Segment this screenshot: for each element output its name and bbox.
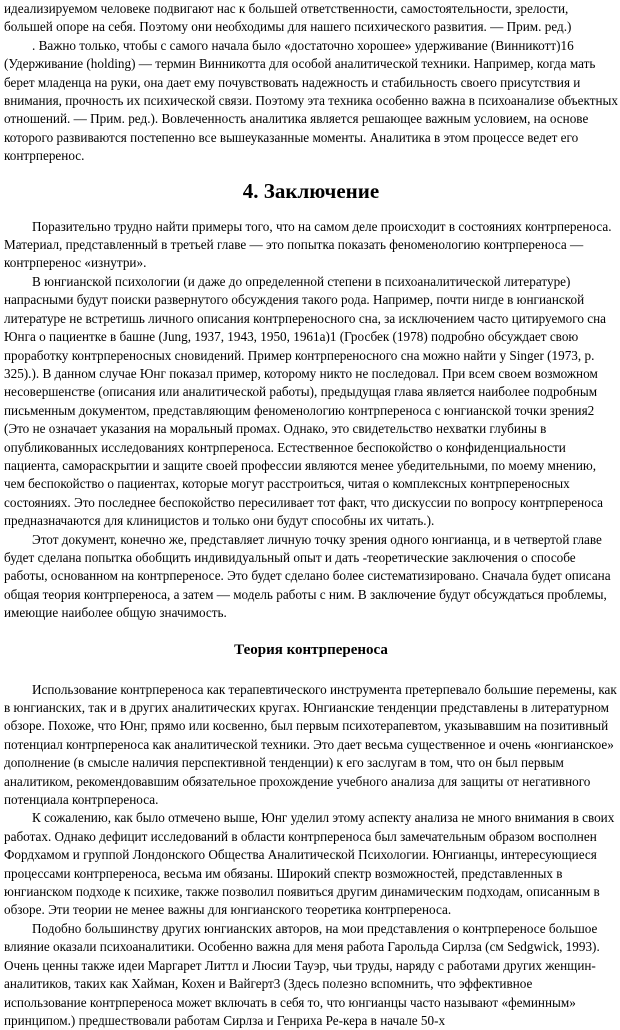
chapter-paragraph: Этот документ, конечно же, представляет личную точку зрения одного юнгианца, и в четвертой главе будет сделана попытка обобщить индивидуальный опыт и дать -теоретические заключения о способе работы, основанном на контрпереносе. Это будет сделано более систематизировано. Сначала будет описана общая теория контрпереноса, а затем — модель работы с ним. В заключение будут обсуждаться проблемы, имеющие наиболее общую значимость. — [4, 531, 611, 621]
intro-paragraph-2: . Важно только, чтобы с самого начала было «достаточно хорошее» удерживание (Винникотт)16 (Удерживание (holding) — термин Винникотта для особой аналитической техники. Например, когда мать берет младенца на руки, она дает ему почувствовать надежность и стабильность своего присутствия и внимания, прочность их психической связи. Поэтому эта техника особенно важна в психоанализе объектных отношений. — Прим. ред.). Вовлеченность аналитика является решающее важным условием, на основе которого развиваются постепенно все вышеуказанные моменты. Аналитика в этом процессе ведет его контрперенос. — [4, 37, 618, 164]
intro-paragraph-1: идеализируемом человеке подвигают нас к большей ответственности, самостоятельности, зрелости, большей опоре на себя. Поэтому они необходимы для нашего психического развития. — Прим. ред.) — [4, 1, 572, 35]
chapter-paragraph: Поразительно трудно найти примеры того, что на самом деле происходит в состояниях контрпереноса. Материал, представленный в третьей главе — это попытка показать феноменологию контрпереноса — контрперенос «изнутри». — [4, 218, 612, 271]
section-paragraph: К сожалению, как было отмечено выше, Юнг уделил этому аспекту анализа не много внимания в своих работах. Однако дефицит исследований в области контрпереноса был замечательным образом восполнен Фордхамом и группой Лондонского Общества Аналитической Психологии. Юнгианцы, интересующиеся процессами контрпереноса, весьма им обязаны. Широкий спектр возможностей, представленных в юнгианском подходе к психике, также позволил появиться другим динамическим подходам, описанным в обзоре. Эти теории не менее важны для юнгианского теоретика контрпереноса. — [4, 810, 615, 918]
section-paragraph: Подобно большинству других юнгианских авторов, на мои представления о контрпереносе большое влияние оказали психоаналитики. Особенно важна для меня работа Гарольда Сирлза (см Sedgwick, 1993). Очень ценны также идеи Маргарет Литтл и Люсии Тауэр, чьи труды, наряду с работами других женщин-аналитиков, таких как Хайман, Кохен и Вайгерт3 (Здесь полезно вспомнить, что эффективное использование контрпереноса может включать в себя то, что юнгианцы часто называют «феминным» принципом.) предшествовали работам Сирлза и Генриха Ре-кера в начале 50-х — [4, 920, 600, 1028]
section-heading: Теория контрпереноса — [234, 641, 388, 658]
section-paragraph: Использование контрпереноса как терапевтического инструмента претерпевало большие перемены, как в юнгианских, так и в других аналитических кругах. Юнгианские тенденции представлены в литературном обзоре. Похоже, что Юнг, прямо или косвенно, был первым психотерапевтом, указывавшим на позитивный потенциал контрпереноса как аналитической техники. Это дает весьма существенное и очень «юнгианское» дополнение (в смысле наличия перспективной тенденции) к его заслугам в том, что он был первым аналитиком, рекомендовавшим обязательное прохождение учебного анализа для защиты от негативного потенциала контрпереноса. — [4, 681, 617, 808]
chapter-heading: 4. Заключение — [242, 178, 380, 203]
chapter-paragraph: В юнгианской психологии (и даже до определенной степени в психоаналитической литературе) напрасными будут поиски развернутого обсуждения такого рода. Например, почти нигде в юнгианской литературе не встретишь личного описания контрпереносного сна, за исключением часто цитируемого сна Юнга о пациентке в башне (Jung, 1937, 1943, 1950, 1961a)1 (Гросбек (1978) подробно обсуждает свою проработку контрпереносных сновидений. Пример контрпереносного сна можно найти у Singer (1973, р. 325).). В данном случае Юнг показал пример, которому никто не последовал. При всем своем возможном несовершенстве (описания или аналитической работы), предыдущая глава является наиболее подробным письменным документом, представляющим феноменологию контрпереноса с юнгианской точки зрения2 (Это не означает указания на моральный промах. Однако, это свидетельство нехватки глубины в опубликованных исследованиях контрпереноса. Естественное беспокойство о конфиденциальности пациента, самораскрытии и защите своей профессии являются менее убедительными, по моему мнению, чем беспокойство о пациентах, которые могут расстроиться, читая о комплексных контрпереносных состояниях. Это последнее беспокойство пересиливает тот факт, что дискуссии по вопросу контрпереноса предназначаются для клиницистов и только они будут способны их читать.). — [4, 273, 606, 529]
